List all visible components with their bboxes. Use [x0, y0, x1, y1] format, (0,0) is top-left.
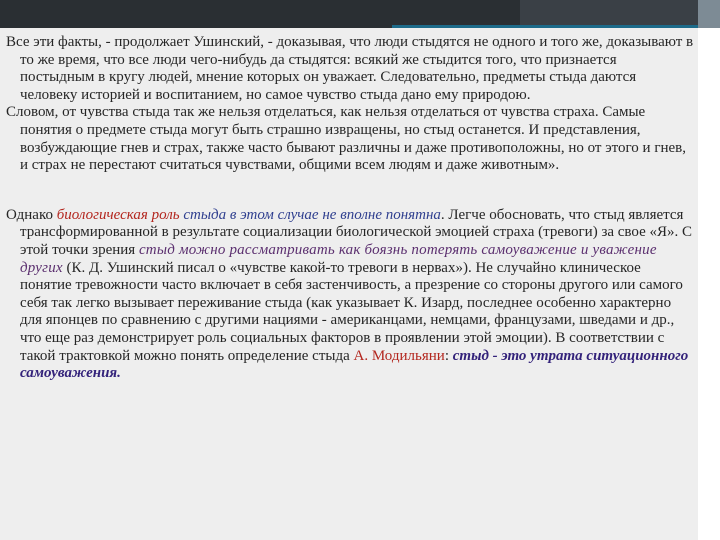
highlight-not-clear: стыда в этом случае не вполне понятна: [179, 206, 441, 223]
paragraph-quote-2: Словом, от чувства стыда так же нельзя отделаться, как нельзя отделаться от чувства страха. Самые понятия о предмете стыда могут быть страшно извращены, но стыд останется. И представления, возбуждающие гнев и страх, также часто бывают различны и даже противоположны, но от этого и гнев, и страх не перестают считаться чувствами, общими всем людям и даже животным».: [6, 104, 686, 174]
text-intro: Однако: [6, 206, 57, 223]
highlight-shame-definition: стыд можно рассматривать как боязнь потерять самоуважение и уважение других: [20, 241, 657, 276]
paragraph-gap: [6, 175, 694, 207]
top-bar-accent-block: [520, 0, 698, 25]
right-edge-strip: [698, 0, 720, 540]
text-after-highlight: . Легче обосновать, что стыд является трансформированной в результате социализации биологической эмоцией страха (тревоги) за свое «Я». С этой точки зрения: [20, 206, 693, 258]
paragraph-main: [6, 207, 694, 383]
colon-text: :: [444, 347, 453, 364]
slide-content: [6, 34, 694, 383]
text-after-purple: (К. Д. Ушинский писал о «чувстве какой-то тревоги в нервах»). Не случайно клиническое понятие тревожности часто включает в себя застенчивость, а презрение со стороны другого или самого себя так легко вызывает переживание стыда (как указывает К. Изард, последнее особенно характерно для японцев по сравнению с другими нациями - американцами, немцами, французами, шведами и др., что еще раз демонстрирует роль социальных факторов в проявлении этой эмоции). В соответствии с такой трактовкой можно понять определение стыда: [20, 259, 683, 364]
definition-text: стыд - это утрата ситуационного самоуважения.: [20, 347, 689, 382]
highlight-biological-role: биологическая роль: [56, 206, 180, 223]
paragraph-quote-1: Все эти факты, - продолжает Ушинский, - доказывая, что люди стыдятся не одного и того же, доказывают в то же время, что все люди чего-нибудь да стыдятся: всякий же стыдится того, что признается постыдным в кругу людей, мнение которых он уважает. Следовательно, предметы стыда даются человеку историей и воспитанием, но самое чувство стыда дано ему природою.: [6, 34, 694, 103]
top-bar-accent-line: [392, 25, 698, 28]
author-name: А. Модильяни: [353, 347, 445, 364]
